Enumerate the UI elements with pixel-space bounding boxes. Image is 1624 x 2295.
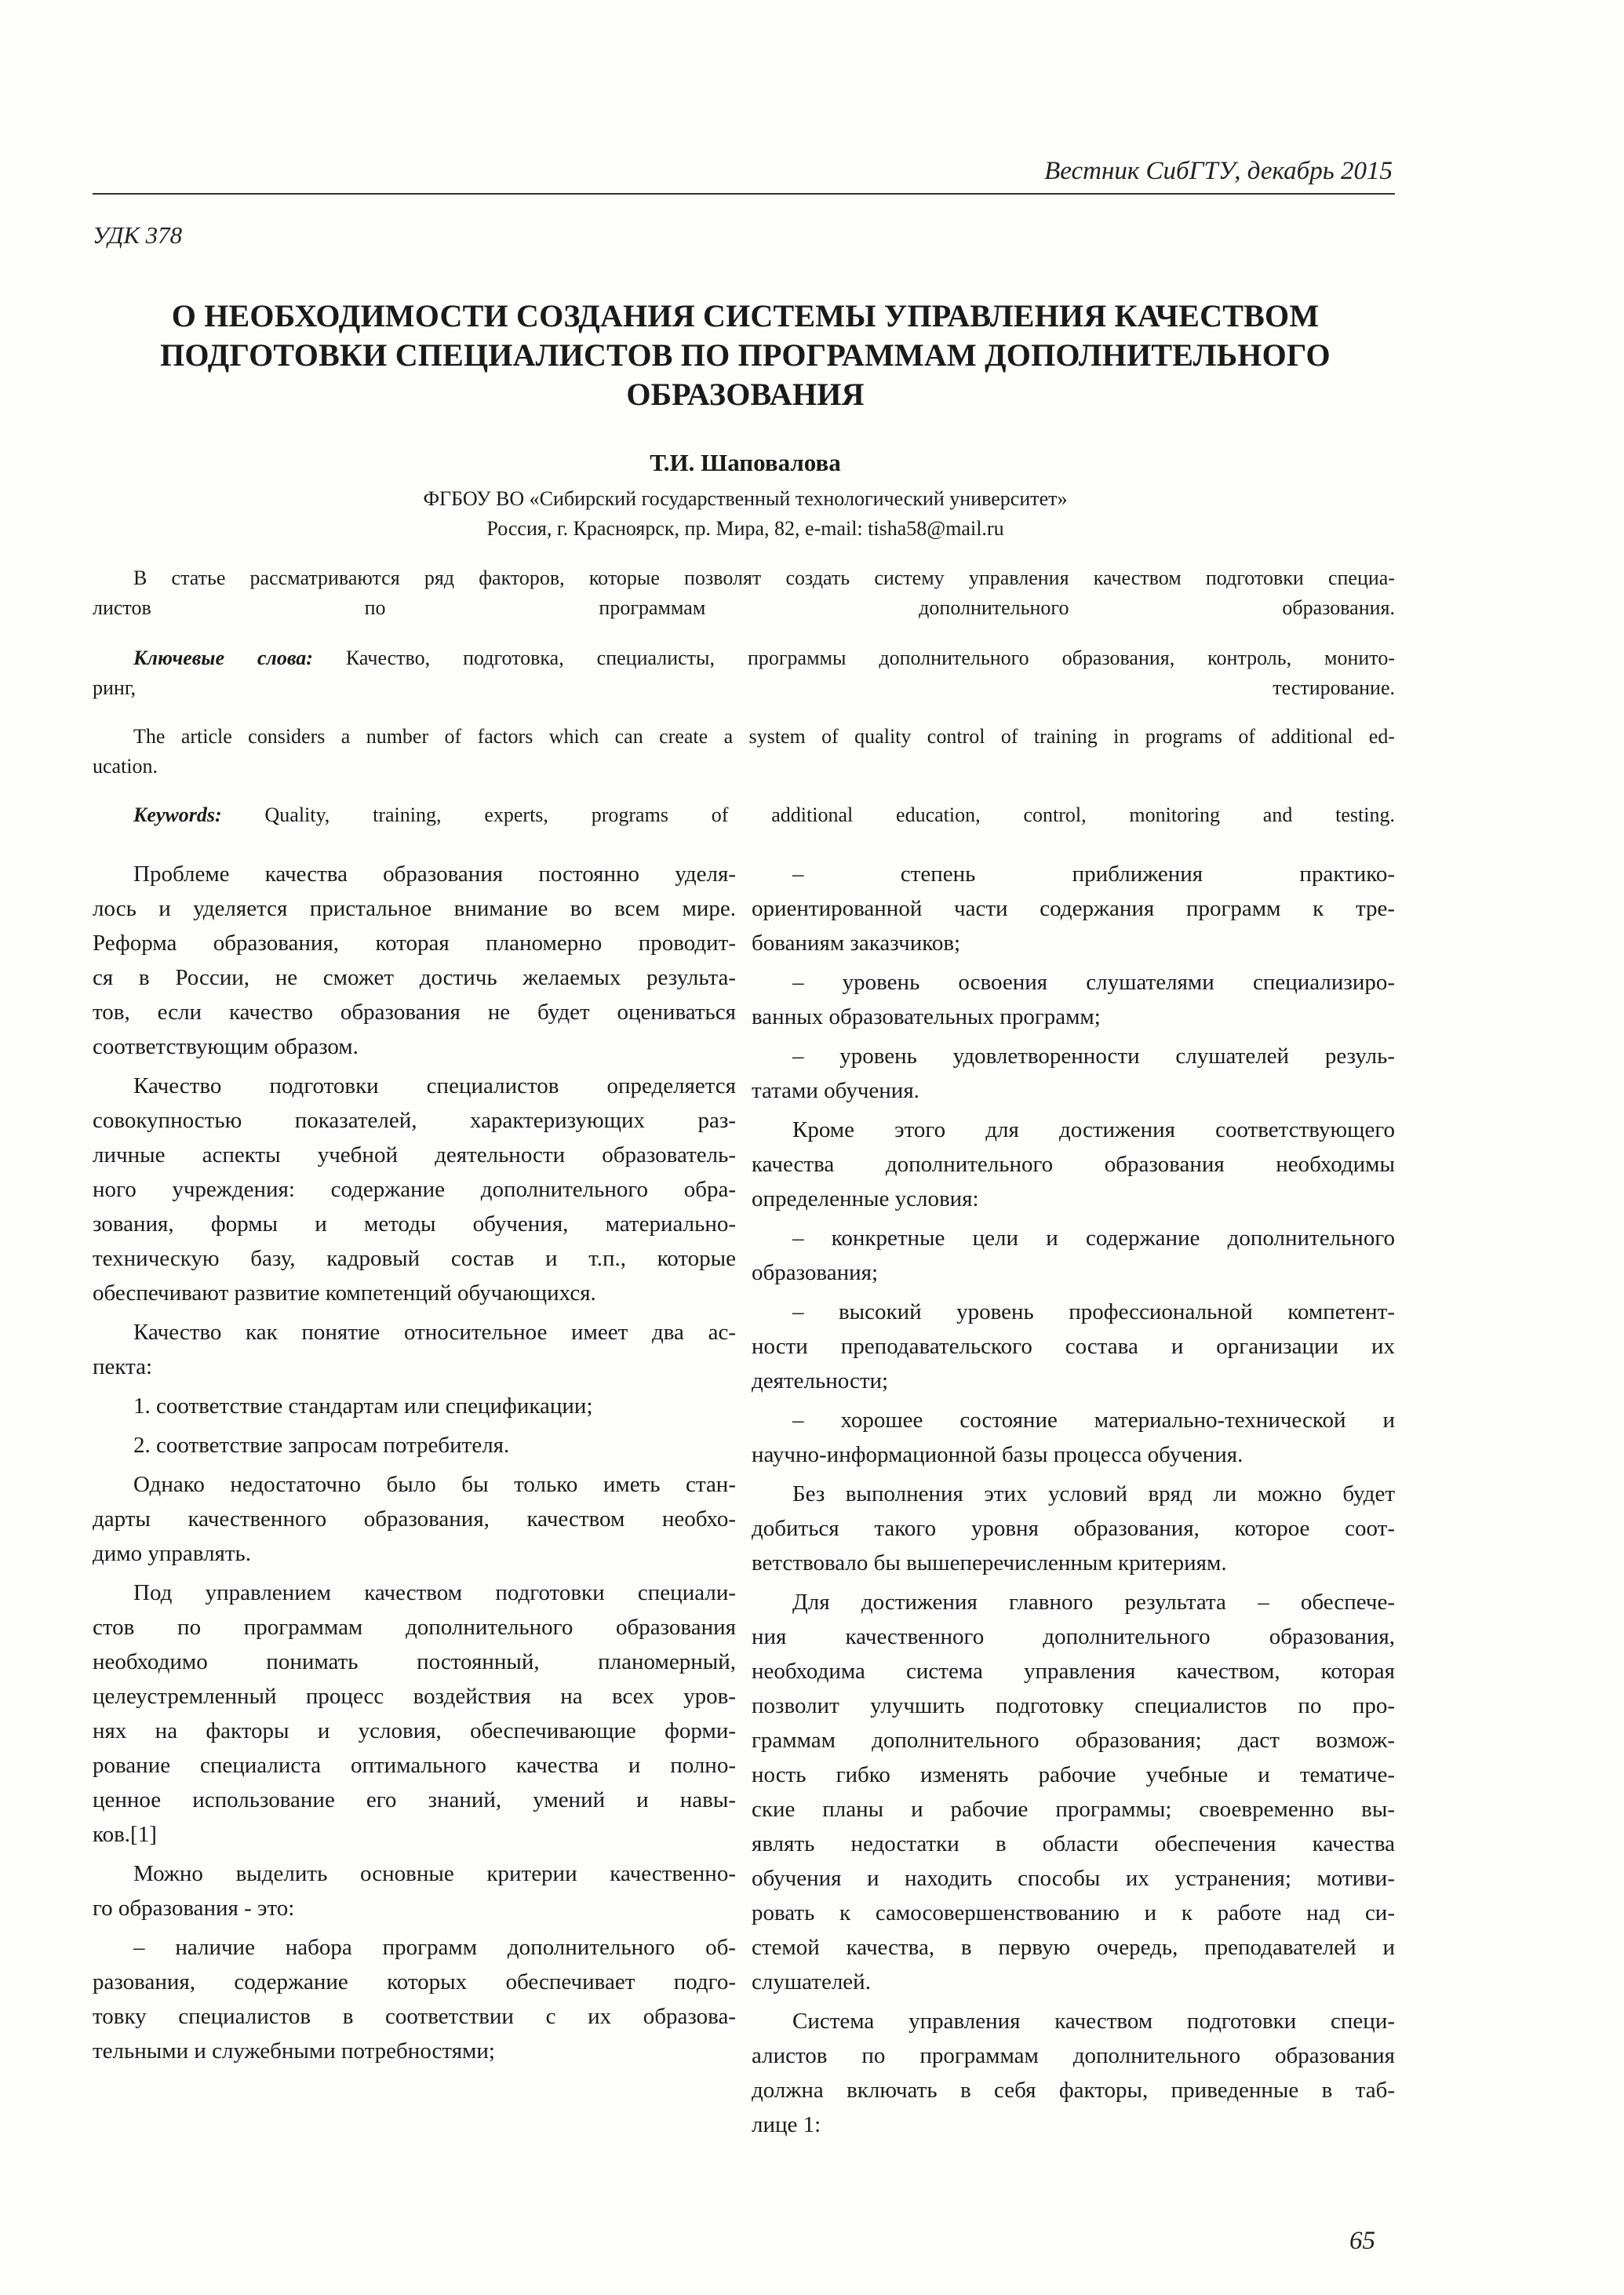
body-line: тов, если качество образования не будет оцениваться [93, 1000, 736, 1025]
body-line: зования, формы и методы обучения, материально- [93, 1211, 736, 1237]
body-line: определенные условия: [752, 1186, 979, 1211]
body-line: ванных образовательных программ; [752, 1004, 1101, 1029]
header-rule [93, 193, 1395, 195]
body-line: ности преподавательского состава и организации их [752, 1334, 1395, 1359]
keywords-en-line [93, 800, 1395, 830]
affiliation: ФГБОУ ВО «Сибирский государственный технологический университет» [423, 487, 1068, 510]
body-paragraph [752, 2004, 1395, 2142]
body-line: целеустремленный процесс воздействия на всех уров- [93, 1684, 736, 1709]
body-line: разования, содержание которых обеспечивает подго- [93, 1969, 736, 1994]
body-line: совокупностью показателей, характеризующих раз- [93, 1108, 736, 1133]
running-head: Вестник СибГТУ, декабрь 2015 [1044, 157, 1393, 185]
body-line: ориентированной части содержания программ к тре- [752, 896, 1395, 921]
body-line: – степень приближения практико- [792, 862, 1395, 887]
body-line: – уровень освоения слушателями специализиро- [792, 970, 1395, 995]
title-line: ОБРАЗОВАНИЯ [626, 377, 865, 412]
body-line: дарты качественного образования, качеством необхо- [93, 1506, 736, 1532]
body-line: образования; [752, 1260, 879, 1285]
body-line: позволит улучшить подготовку специалистов по про- [752, 1693, 1395, 1718]
body-line: Под управлением качеством подготовки специали- [133, 1580, 736, 1605]
abstract-ru [93, 563, 1395, 623]
body-line: ность гибко изменять рабочие учебные и тематиче- [752, 1762, 1395, 1787]
body-line: Проблеме качества образования постоянно уделя- [133, 862, 736, 887]
body-line: техническую базу, кадровый состав и т.п., которые [93, 1246, 736, 1271]
body-line: качества дополнительного образования необходимы [752, 1152, 1395, 1177]
body-paragraph [93, 1856, 736, 1925]
body-line: слушателей. [752, 1969, 871, 1994]
body-line: ного учреждения: содержание дополнительного обра- [93, 1177, 736, 1202]
body-line: стемой качества, в первую очередь, преподавателей и [752, 1935, 1395, 1960]
body-line: ровать к самосовершенствованию и к работе над си- [752, 1900, 1395, 1925]
body-line: Можно выделить основные критерии качественно- [133, 1861, 736, 1886]
body-line: лось и уделяется пристальное внимание во всем мире. [93, 896, 736, 921]
body-line: – хорошее состояние материально-технической и [792, 1408, 1395, 1433]
body-line: ские планы и рабочие программы; своевременно вы- [752, 1797, 1395, 1822]
body-line: бованиям заказчиков; [752, 931, 961, 956]
body-line: необходимо понимать постоянный, планомерный, [93, 1649, 736, 1674]
body-line: – конкретные цели и содержание дополнительного [792, 1226, 1395, 1251]
keywords-ru-line: ринг, тестирование. [93, 676, 1395, 699]
abstract-en-line: The article considers a number of factors which can create a system of quality control of training in programs of additional ed- [133, 725, 1395, 748]
abstract-ru-line: В статье рассматриваются ряд факторов, которые позволят создать систему управления качеством подготовки специа- [133, 566, 1395, 589]
body-line: научно-информационной базы процесса обучения. [752, 1442, 1243, 1467]
title-line: ПОДГОТОВКИ СПЕЦИАЛИСТОВ ПО ПРОГРАММАМ ДОПОЛНИТЕЛЬНОГО [160, 337, 1331, 373]
body-paragraph [752, 1585, 1395, 1999]
abstract-en-line: ucation. [93, 755, 158, 778]
keywords-ru [93, 643, 1395, 703]
body-paragraph [752, 1403, 1395, 1472]
abstract-en [93, 722, 1395, 781]
udk-code: УДК 378 [93, 221, 183, 249]
body-paragraph [752, 965, 1395, 1034]
body-line: Однако недостаточно было бы только иметь стан- [133, 1472, 736, 1497]
body-line: димо управлять. [93, 1541, 252, 1566]
body-line: рование специалиста оптимального качества и полно- [93, 1753, 736, 1778]
body-paragraph [93, 1428, 736, 1463]
body-column-right [752, 857, 1395, 2147]
body-paragraph [93, 1389, 736, 1423]
body-line: стов по программам дополнительного образования [93, 1615, 736, 1640]
body-line: Реформа образования, которая планомерно проводит- [93, 931, 736, 956]
body-line: ветствовало бы вышеперечисленным критериям. [752, 1550, 1227, 1576]
body-line: граммам дополнительного образования; даст возмож- [752, 1728, 1395, 1753]
body-paragraph [752, 1477, 1395, 1580]
body-paragraph [752, 1295, 1395, 1398]
abstract-ru-line: листов по программам дополнительного образования. [93, 596, 1395, 619]
address: Россия, г. Красноярск, пр. Мира, 82, e-mail: tisha58@mail.ru [486, 517, 1004, 540]
body-line: – высокий уровень профессиональной компетент- [792, 1299, 1395, 1324]
body-line: деятельности; [752, 1368, 889, 1393]
author-affiliation-block [118, 484, 1373, 544]
body-line: ся в России, не сможет достичь желаемых результа- [93, 965, 736, 990]
body-line: необходима система управления качеством, которая [752, 1659, 1395, 1684]
body-paragraph [752, 1221, 1395, 1290]
body-paragraph [752, 857, 1395, 960]
body-line: соответствующим образом. [93, 1034, 359, 1059]
body-line: 2. соответствие запросам потребителя. [133, 1433, 510, 1458]
body-line: тельными и служебными потребностями; [93, 2038, 495, 2064]
body-line: – наличие набора программ дополнительного об- [133, 1935, 736, 1960]
keywords-ru-line [93, 643, 1395, 673]
body-paragraph [93, 1069, 736, 1310]
body-line: Кроме этого для достижения соответствующего [792, 1117, 1395, 1142]
title-line: О НЕОБХОДИМОСТИ СОЗДАНИЯ СИСТЕМЫ УПРАВЛЕНИЯ КАЧЕСТВОМ [171, 298, 1320, 333]
body-column-left [93, 857, 736, 2073]
body-line: Качество как понятие относительное имеет два ас- [133, 1320, 736, 1345]
body-line: Качество подготовки специалистов определяется [133, 1073, 736, 1098]
body-line: являть недостатки в области обеспечения качества [752, 1831, 1395, 1856]
body-paragraph [752, 1113, 1395, 1216]
keywords-en-text: Quality, training, experts, programs of additional education, control, monitoring and testing. [221, 803, 1395, 826]
body-paragraph [752, 1039, 1395, 1108]
body-line: ния качественного дополнительного образования, [752, 1624, 1395, 1649]
body-line: должна включать в себя факторы, приведенные в таб- [752, 2078, 1395, 2103]
body-line: добиться такого уровня образования, которое соот- [752, 1516, 1395, 1541]
body-paragraph [93, 1467, 736, 1571]
body-paragraph [93, 1315, 736, 1384]
body-line: личные аспекты учебной деятельности образователь- [93, 1142, 736, 1168]
keywords-ru-label: Ключевые слова: [133, 647, 313, 669]
body-line: товку специалистов в соответствии с их образова- [93, 2004, 736, 2029]
body-paragraph [93, 857, 736, 1064]
body-line: Система управления качеством подготовки специ- [792, 2009, 1395, 2034]
article-title [118, 297, 1373, 414]
keywords-ru-text: Качество, подготовка, специалисты, программы дополнительного образования, контроль, монито- [312, 647, 1395, 669]
author-name: Т.И. Шаповалова [650, 449, 841, 476]
body-line: обеспечивают развитие компетенций обучающихся. [93, 1280, 596, 1306]
body-line: – уровень удовлетворенности слушателей резуль- [792, 1044, 1395, 1069]
page-number: 65 [1349, 2227, 1375, 2255]
body-line: лице 1: [752, 2112, 821, 2137]
body-line: татами обучения. [752, 1078, 919, 1103]
body-paragraph [93, 1576, 736, 1852]
body-line: ценное использование его знаний, умений и навы- [93, 1787, 736, 1812]
keywords-en [93, 800, 1395, 830]
body-line: пекта: [93, 1354, 153, 1379]
body-line: Без выполнения этих условий вряд ли можно будет [792, 1481, 1395, 1506]
body-line: Для достижения главного результата – обеспече- [792, 1590, 1395, 1615]
body-paragraph [93, 1930, 736, 2068]
body-line: ков.[1] [93, 1822, 157, 1847]
body-line: го образования - это: [93, 1896, 295, 1921]
body-line: нях на факторы и условия, обеспечивающие форми- [93, 1718, 736, 1743]
body-line: 1. соответствие стандартам или спецификации; [133, 1393, 593, 1419]
keywords-en-label: Keywords: [133, 803, 222, 826]
body-line: алистов по программам дополнительного образования [752, 2043, 1395, 2068]
body-line: обучения и находить способы их устранения; мотиви- [752, 1866, 1395, 1891]
